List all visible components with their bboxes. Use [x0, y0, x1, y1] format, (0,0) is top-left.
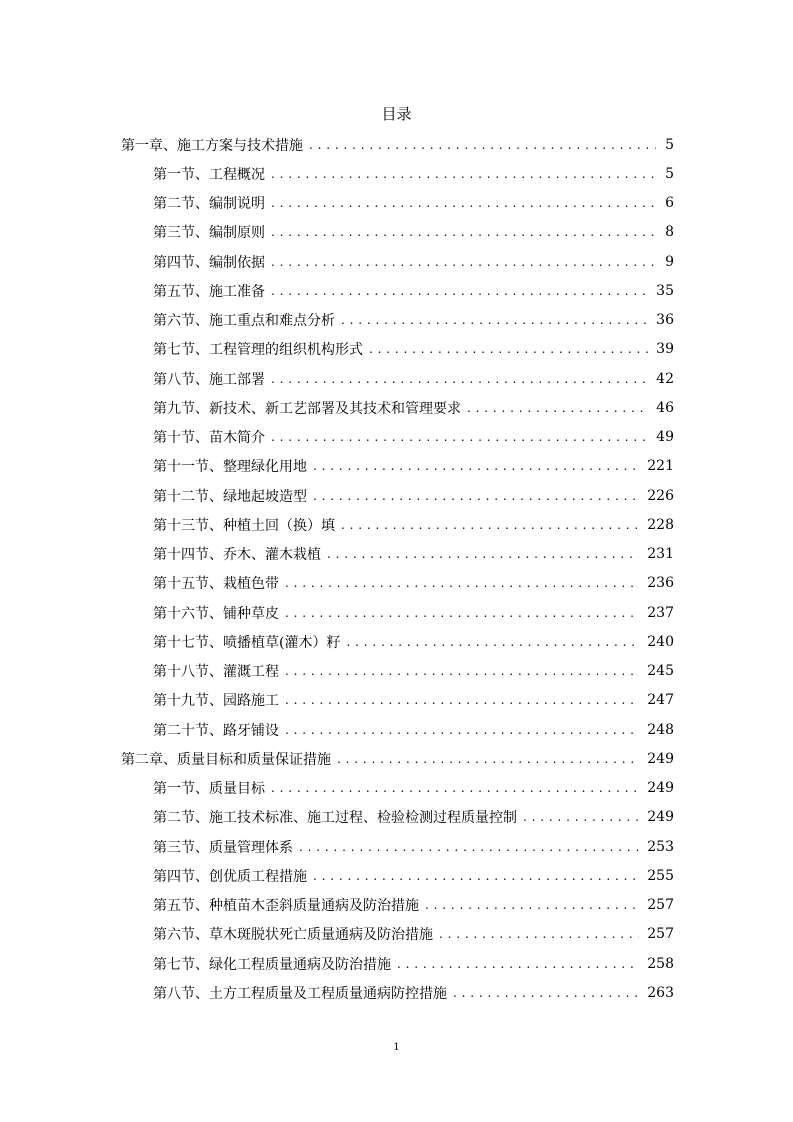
dot-leader	[337, 752, 639, 766]
toc-section-entry[interactable]	[153, 920, 674, 949]
toc-entry-label: 第十四节、乔木、灌木栽植	[153, 547, 321, 563]
toc-entry-page: 39	[656, 341, 674, 358]
toc-chapter-entry[interactable]	[121, 130, 674, 159]
toc-entry-label: 第一节、工程概况	[153, 166, 265, 183]
toc-entry-page: 221	[647, 458, 674, 475]
dot-leader	[346, 635, 639, 649]
toc-section-entry[interactable]	[153, 832, 674, 861]
toc-entry-label: 第一章、施工方案与技术措施	[121, 137, 303, 154]
toc-section-entry[interactable]	[153, 774, 674, 803]
toc-section-entry[interactable]	[153, 598, 674, 627]
dot-leader	[285, 664, 639, 678]
toc-entry-page: 257	[647, 897, 674, 913]
toc-entry-page: 249	[647, 809, 674, 826]
toc-section-entry[interactable]	[153, 247, 674, 276]
toc-entry-page: 5	[665, 136, 674, 153]
toc-entry-label: 第十八节、灌溉工程	[153, 664, 279, 680]
dot-leader	[271, 781, 639, 795]
toc-entry-page: 237	[647, 604, 674, 621]
toc-section-entry[interactable]	[153, 540, 674, 569]
toc-chapter-entry[interactable]	[121, 744, 674, 773]
toc-entry-label: 第十五节、栽植色带	[153, 576, 279, 593]
toc-entry-label: 第十九节、园路施工	[153, 693, 279, 710]
dot-leader	[299, 840, 639, 854]
toc-entry-label: 第五节、施工准备	[153, 283, 265, 300]
toc-entry-label: 第一节、质量目标	[153, 781, 265, 797]
toc-entry-page: 247	[647, 692, 674, 709]
dot-leader	[397, 957, 639, 971]
dot-leader	[453, 986, 639, 1000]
toc-entry-label: 第十一节、整理绿化用地	[153, 459, 307, 476]
dot-leader	[285, 576, 639, 590]
dot-leader	[285, 606, 639, 620]
toc-section-entry[interactable]	[153, 803, 674, 832]
toc-section-entry[interactable]	[153, 715, 674, 744]
toc-entry-page: 8	[665, 224, 674, 241]
toc-entry-page: 6	[665, 195, 674, 211]
toc-entry-label: 第三节、质量管理体系	[153, 839, 293, 856]
dot-leader	[309, 138, 656, 152]
toc-section-entry[interactable]	[153, 423, 674, 452]
toc-entry-label: 第四节、编制依据	[153, 254, 265, 271]
toc-entry-page: 249	[647, 750, 674, 767]
toc-section-entry[interactable]	[153, 452, 674, 481]
toc-section-entry[interactable]	[153, 978, 674, 1007]
dot-leader	[425, 898, 639, 912]
toc-entry-page: 245	[647, 663, 674, 679]
dot-leader	[467, 401, 648, 415]
toc-entry-label: 第三节、编制原则	[153, 225, 265, 242]
toc-entry-page: 249	[647, 780, 674, 796]
dot-leader	[341, 313, 648, 327]
toc-entry-label: 第七节、工程管理的组织机构形式	[153, 342, 363, 359]
toc-entry-page: 236	[647, 575, 674, 592]
toc-section-entry[interactable]	[153, 306, 674, 335]
toc-entry-label: 第二章、质量目标和质量保证措施	[121, 751, 331, 768]
toc-entry-page: 258	[647, 955, 674, 972]
toc-section-entry[interactable]	[153, 276, 674, 305]
toc-section-entry[interactable]	[153, 627, 674, 656]
dot-leader	[313, 459, 639, 473]
toc-entry-label: 第十节、苗木简介	[153, 430, 265, 446]
toc-entry-page: 257	[647, 926, 674, 943]
toc-entry-label: 第五节、种植苗木歪斜质量通病及防治措施	[153, 898, 419, 914]
toc-title: 目录	[381, 105, 412, 123]
toc-section-entry[interactable]	[153, 861, 674, 890]
toc-section-entry[interactable]	[153, 159, 674, 188]
toc-entry-label: 第二十节、路牙铺设	[153, 722, 279, 739]
toc-section-entry[interactable]	[153, 189, 674, 218]
toc-section-entry[interactable]	[153, 393, 674, 422]
dot-leader	[341, 518, 639, 532]
toc-entry-label: 第八节、施工部署	[153, 371, 265, 388]
toc-section-entry[interactable]	[153, 949, 674, 978]
toc-entry-label: 第十六节、铺种草皮	[153, 605, 279, 622]
toc-entry-page: 35	[656, 282, 674, 299]
toc-entry-page: 228	[647, 516, 674, 533]
toc-entry-page: 42	[656, 370, 674, 387]
toc-entry-page: 255	[647, 867, 674, 884]
toc-section-entry[interactable]	[153, 218, 674, 247]
toc-section-entry[interactable]	[153, 891, 674, 920]
toc-entry-page: 248	[647, 721, 674, 738]
toc-entry-label: 第九节、新技术、新工艺部署及其技术和管理要求	[153, 400, 461, 417]
toc-entry-label: 第十七节、喷播植草(灌木）籽	[153, 634, 341, 651]
toc-entry-page: 49	[656, 429, 674, 445]
dot-leader	[523, 810, 639, 824]
toc-entry-page: 226	[647, 487, 674, 504]
toc-entry-label: 第二节、编制说明	[153, 196, 265, 212]
dot-leader	[285, 723, 639, 737]
dot-leader	[271, 372, 648, 386]
dot-leader	[271, 430, 648, 444]
page-number: 1	[393, 1042, 400, 1053]
dot-leader	[271, 196, 656, 210]
toc-section-entry[interactable]	[153, 569, 674, 598]
toc-entry-label: 第六节、施工重点和难点分析	[153, 313, 335, 329]
dot-leader	[313, 869, 639, 883]
dot-leader	[285, 693, 639, 707]
toc-section-entry[interactable]	[153, 335, 674, 364]
dot-leader	[439, 927, 639, 941]
toc-entry-label: 第六节、草木斑脱状死亡质量通病及防治措施	[153, 927, 433, 944]
dot-leader	[271, 255, 656, 269]
toc-entry-label: 第十三节、种植土回（换）填	[153, 517, 335, 534]
toc-entry-page: 46	[656, 399, 674, 416]
toc-section-entry[interactable]	[153, 657, 674, 686]
dot-leader	[271, 167, 656, 181]
toc-entry-page: 5	[665, 165, 674, 182]
dot-leader	[271, 225, 656, 239]
toc-section-entry[interactable]	[153, 481, 674, 510]
toc-section-entry[interactable]	[153, 510, 674, 539]
dot-leader	[327, 547, 639, 561]
toc-entry-label: 第四节、创优质工程措施	[153, 868, 307, 885]
dot-leader	[313, 489, 639, 503]
toc-entry-label: 第二节、施工技术标准、施工过程、检验检测过程质量控制	[153, 810, 517, 827]
dot-leader	[369, 342, 648, 356]
toc-entry-page: 263	[647, 984, 674, 1001]
toc-entry-page: 9	[665, 253, 674, 270]
dot-leader	[271, 284, 648, 298]
toc-section-entry[interactable]	[153, 364, 674, 393]
toc-entry-page: 253	[647, 838, 674, 855]
toc-entry-label: 第七节、绿化工程质量通病及防治措施	[153, 956, 391, 973]
toc-section-entry[interactable]	[153, 686, 674, 715]
toc-entry-page: 231	[647, 546, 674, 562]
toc-entry-page: 240	[647, 633, 674, 650]
toc-entry-page: 36	[656, 312, 674, 328]
toc-entry-label: 第八节、土方工程质量及工程质量通病防控措施	[153, 985, 447, 1002]
toc-entry-label: 第十二节、绿地起坡造型	[153, 488, 307, 505]
